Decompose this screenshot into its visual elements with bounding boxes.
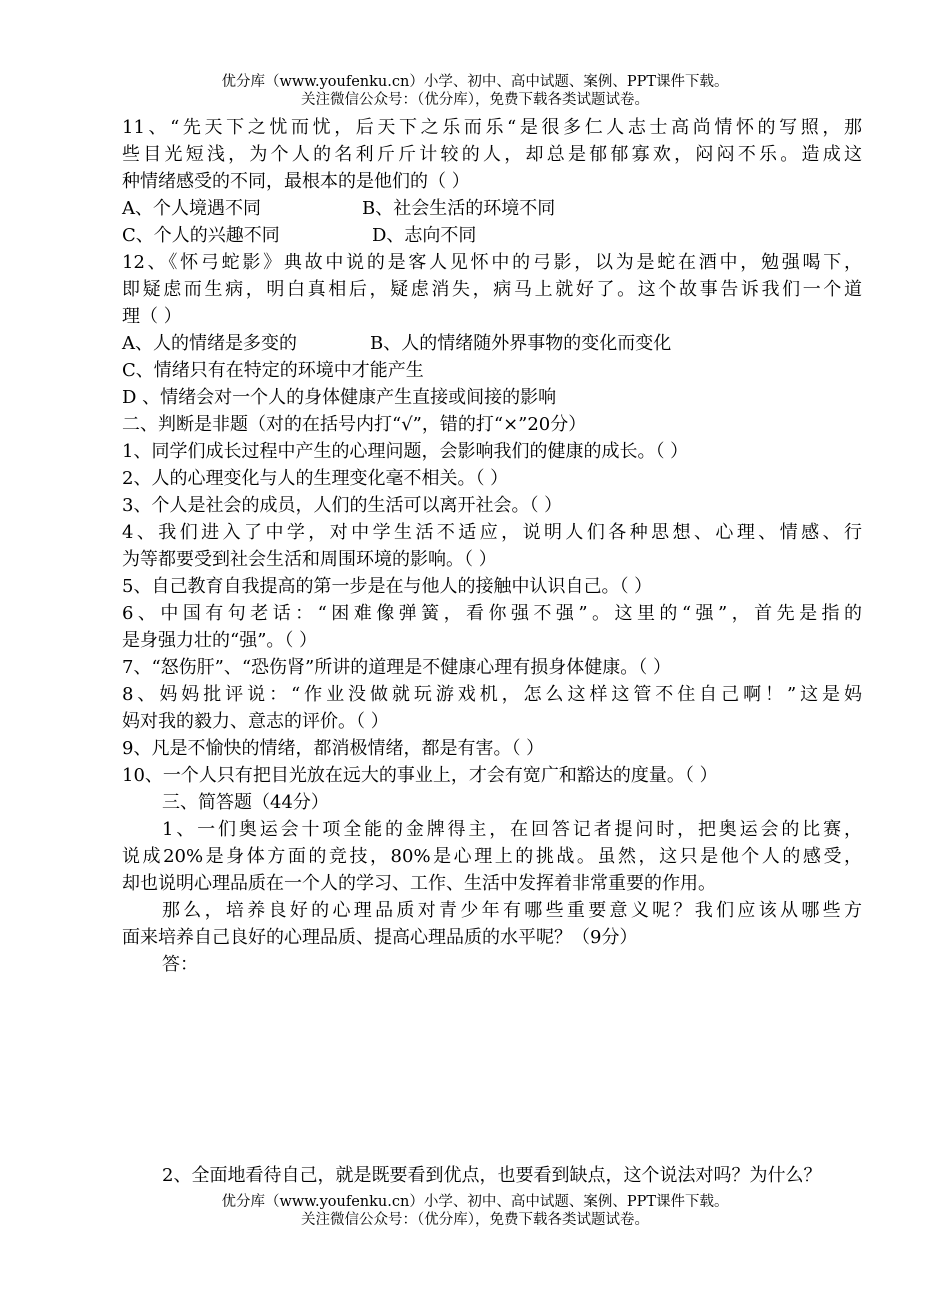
q12-line-1: 12、《怀弓蛇影》典故中说的是客人见怀中的弓影，以为是蛇在酒中，勉强喝下，: [122, 252, 862, 273]
s3-q1-line-3: 却也说明心理品质在一个人的学习、工作、生活中发挥着非常重要的作用。: [122, 873, 716, 894]
q12-option-d: D 、情绪会对一个人的身体健康产生直接或间接的影响: [122, 387, 557, 408]
s3-q1-line-4: 那么，培养良好的心理品质对青少年有哪些重要意义呢？我们应该从哪些方: [162, 900, 862, 921]
footer-line-1: 优分库（www.youfenku.cn）小学、初中、高中试题、案例、PPT课件下载。: [221, 1194, 729, 1210]
judge-item-3: 3、个人是社会的成员，人们的生活可以离开社会。（ ）: [122, 495, 563, 516]
section-2-title: 二、判断是非题（对的在括号内打“√”，错的打“×”20分）: [122, 414, 587, 435]
judge-item-7: 7、“怒伤肝”、“恐伤肾”所讲的道理是不健康心理有损身体健康。（ ）: [122, 657, 671, 678]
q12-line-3: 理（ ）: [122, 306, 182, 327]
q12-option-b: B、人的情绪随外界事物的变化而变化: [370, 333, 672, 354]
q12-option-c: C、情绪只有在特定的环境中才能产生: [122, 360, 424, 381]
judge-item-8-line-2: 妈对我的毅力、意志的评价。（ ）: [122, 711, 389, 732]
judge-item-9: 9、凡是不愉快的情绪，都消极情绪，都是有害。（ ）: [122, 738, 545, 759]
header-line-1: 优分库（www.youfenku.cn）小学、初中、高中试题、案例、PPT课件下载。: [221, 74, 729, 90]
q12-option-a: A、人的情绪是多变的: [122, 333, 297, 354]
judge-item-2: 2、人的心理变化与人的生理变化毫不相关。（ ）: [122, 468, 509, 489]
judge-item-4-line-2: 为等都要受到社会生活和周围环境的影响。（ ）: [122, 549, 497, 570]
s3-q1-line-2: 说成20%是身体方面的竞技，80%是心理上的挑战。虽然，这只是他个人的感受，: [122, 846, 862, 867]
s3-q1-answer-label: 答：: [162, 954, 198, 975]
q11-option-b: B、社会生活的环境不同: [362, 198, 556, 219]
q11-option-c: C、个人的兴趣不同: [122, 225, 280, 246]
s3-q2: 2、全面地看待自己，就是既要看到优点，也要看到缺点，这个说法对吗？为什么？: [162, 1165, 822, 1186]
judge-item-6-line-2: 是身强力壮的“强”。（ ）: [122, 630, 318, 651]
judge-item-8-line-1: 8、妈妈批评说：“作业没做就玩游戏机，怎么这样这管不住自己啊！”这是妈: [122, 684, 862, 705]
s3-q1-line-5: 面来培养自己良好的心理品质、提高心理品质的水平呢？（9分）: [122, 927, 638, 948]
judge-item-4-line-1: 4、我们进入了中学，对中学生活不适应，说明人们各种思想、心理、情感、行: [122, 522, 862, 543]
q11-option-a: A、个人境遇不同: [122, 198, 261, 219]
q11-line-2: 些目光短浅，为个人的名利斤斤计较的人，却总是郁郁寡欢，闷闷不乐。造成这: [122, 144, 862, 165]
header-line-2: 关注微信公众号：（优分库），免费下载各类试题试卷。: [301, 92, 649, 108]
judge-item-5: 5、自己教育自我提高的第一步是在与他人的接触中认识自己。（ ）: [122, 576, 653, 597]
s3-q1-line-1: 1、一们奥运会十项全能的金牌得主，在回答记者提问时，把奥运会的比赛，: [162, 819, 862, 840]
judge-item-6-line-1: 6、中国有句老话：“困难像弹簧，看你强不强”。这里的“强”，首先是指的: [122, 603, 862, 624]
footer-line-2: 关注微信公众号：（优分库），免费下载各类试题试卷。: [301, 1212, 649, 1228]
judge-item-10: 10、一个人只有把目光放在远大的事业上，才会有宽广和豁达的度量。（ ）: [122, 765, 718, 786]
q11-line-3: 种情绪感受的不同，最根本的是他们的（ ）: [122, 171, 470, 192]
q12-line-2: 即疑虑而生病，明白真相后，疑虑消失，病马上就好了。这个故事告诉我们一个道: [122, 279, 862, 300]
judge-item-1: 1、同学们成长过程中产生的心理问题，会影响我们的健康的成长。（ ）: [122, 441, 689, 462]
q11-line-1: 11、“先天下之忧而忧，后天下之乐而乐“是很多仁人志士高尚情怀的写照，那: [122, 117, 862, 138]
q11-option-d: D、志向不同: [372, 225, 477, 246]
section-3-title: 三、简答题（44分）: [162, 792, 329, 813]
